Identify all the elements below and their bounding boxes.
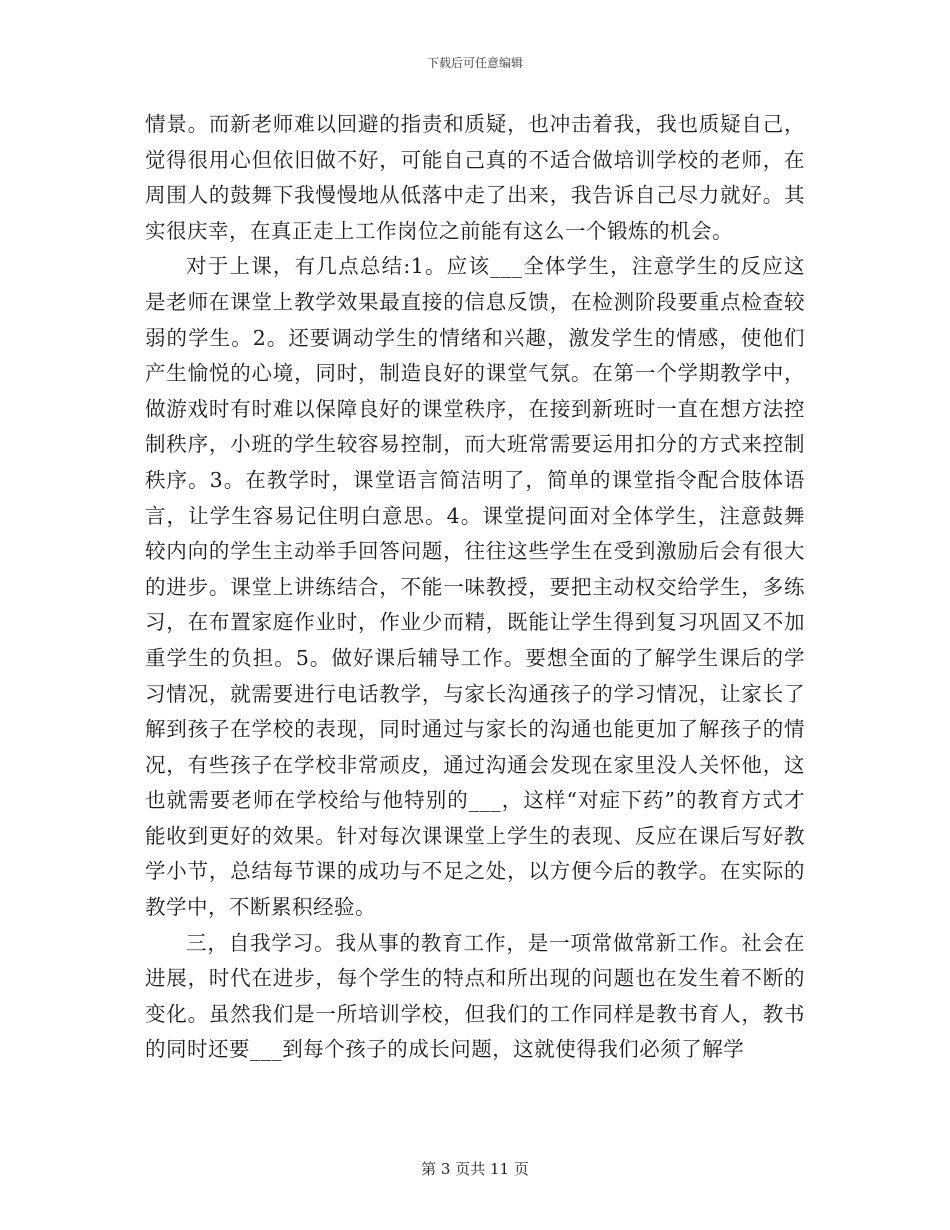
paragraph-1: 情景。而新老师难以回避的指责和质疑，也冲击着我，我也质疑自己，觉得很用心但依旧做不好，可能自己真的不适合做培训学校的老师，在周围人的鼓舞下我慢慢地从低落中走了出来，我告诉自己尽力就好。其实很庆幸，在真正走上工作岗位之前能有这么一个锻炼的机会。	[145, 112, 805, 243]
page-footer: 第 3 页共 11 页	[421, 1160, 529, 1178]
paragraph-2: 对于上课，有几点总结:1。应该___全体学生，注意学生的反应这是老师在课堂上教学效果最直接的信息反馈，在检测阶段要重点检查较弱的学生。2。还要调动学生的情绪和兴趣，激发学生的情感，使他们产生愉悦的心境，同时，制造良好的课堂气氛。在第一个学期教学中，做游戏时有时难以保障良好的课堂秩序，在接到新班时一直在想方法控制秩序，小班的学生较容易控制，而大班常需要运用扣分的方式来控制秩序。3。在教学时，课堂语言简洁明了，简单的课堂指令配合肢体语言，让学生容易记住明白意思。4。课堂提问面对全体学生，注意鼓舞较内向的学生主动举手回答问题，往往这些学生在受到激励后会有很大的进步。课堂上讲练结合，不能一味教授，要把主动权交给学生，多练习，在布置家庭作业时，作业少而精，既能让学生得到复习巩固又不加重学生的负担。5。做好课后辅导工作。要想全面的了解学生课后的学习情况，就需要进行电话教学，与家长沟通孩子的学习情况，让家长了解到孩子在学校的表现，同时通过与家长的沟通也能更加了解孩子的情况，有些孩子在学校非常顽皮，通过沟通会发现在家里没人关怀他，这也就需要老师在学校给与他特别的___，这样“对症下药”的教育方式才能收到更好的效果。针对每次课课堂上学生的表现、反应在课后写好教学小节，总结每节课的成功与不足之处，以方便今后的教学。在实际的教学中，不断累积经验。	[145, 254, 805, 920]
paragraph-3: 三，自我学习。我从事的教育工作，是一项常做常新工作。社会在进展，时代在进步，每个学生的特点和所出现的问题也在发生着不断的变化。虽然我们是一所培训学校，但我们的工作同样是教书育人，教书的同时还要___到每个孩子的成长问题，这就使得我们必须了解学	[145, 930, 805, 1062]
document-body	[145, 107, 805, 1068]
page-header: 下载后可任意编辑	[426, 56, 523, 70]
